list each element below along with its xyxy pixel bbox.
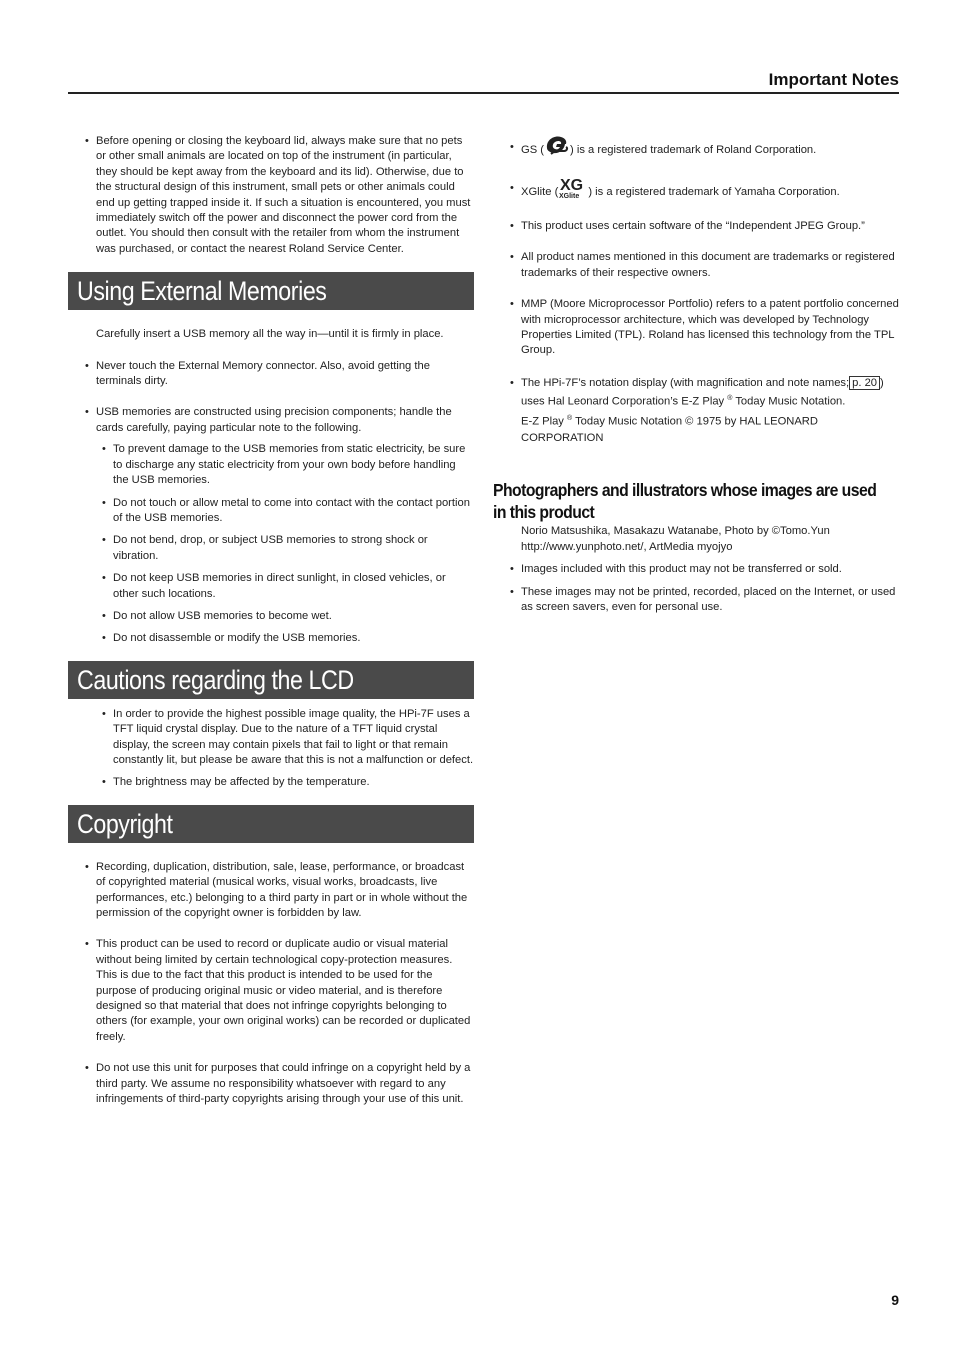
credits-url: http://www.yunphoto.net/, ArtMedia myojyo xyxy=(521,540,733,553)
notation-text: The HPi-7F’s notation display (with magnification and note names; xyxy=(521,376,850,389)
list-item: • To prevent damage to the USB memories from static electricity, be sure to discharge any static electricity from your own body before handling the USB memories. xyxy=(68,442,474,488)
page-reference-link[interactable]: p. 20 xyxy=(849,376,880,390)
svg-text:XG: XG xyxy=(560,177,584,194)
gs-text-post: ) is a registered trademark of Roland Corporation. xyxy=(570,143,817,156)
list-item: • Do not allow USB memories to become wet. xyxy=(68,609,474,624)
list-item: • All product names mentioned in this document are trademarks or registered trademarks of their respective owners. xyxy=(493,250,899,281)
list-item: • Images included with this product may not be transferred or sold. xyxy=(493,562,899,577)
list-item: • MMP (Moore Microprocessor Portfolio) refers to a patent portfolio concerned with microprocessor architecture, which was developed by Technology Properties Limited (TPL). Roland has licensed this technology from the TPL Group. xyxy=(493,297,899,359)
photographers-heading-line1: Photographers and illustrators whose images are used xyxy=(493,480,877,501)
images-list xyxy=(493,562,899,615)
copyright-list xyxy=(68,860,474,1108)
list-item: • Do not use this unit for purposes that could infringe on a copyright held by a third party. We assume no responsibility whatsoever with regard to any infringements of third-party copyrights arising through your use of this unit. xyxy=(68,1061,474,1107)
credits-paragraph xyxy=(493,524,899,555)
list-item: • Before opening or closing the keyboard lid, always make sure that no pets or other small animals are located on top of the instrument (in particular, they should be kept away from the keyboard and its lid). Otherwise, due to the structural design of this instrument, small pets or other animals could end up getting trapped inside it. If such a situation is encountered, you must immediately switch off the power and disconnect the power cord from the outlet. You should then consult with the retailer from whom the instrument was purchased, or contact the nearest Roland Service Center. xyxy=(68,134,474,257)
notation-text-line3: E-Z Play xyxy=(521,415,564,428)
section-heading-copyright xyxy=(68,805,474,843)
notation-text-close: ) xyxy=(880,376,884,389)
section-heading-text: Copyright xyxy=(77,808,173,839)
list-item: • Do not keep USB memories in direct sunlight, in closed vehicles, or other such locations. xyxy=(68,571,474,602)
list-item: • Never touch the External Memory connector. Also, avoid getting the terminals dirty. xyxy=(68,359,474,390)
registered-mark: ® xyxy=(567,414,573,422)
svg-text:XGlite: XGlite xyxy=(559,193,580,199)
xglite-text-post: ) is a registered trademark of Yamaha Corporation. xyxy=(588,185,840,198)
section-heading-external-memories xyxy=(68,272,474,310)
lcd-list xyxy=(68,707,474,791)
credits-line: Norio Matsushika, Masakazu Watanabe, Photo by ©Tomo.Yun xyxy=(521,525,830,538)
list-item: • This product can be used to record or duplicate audio or visual material without being limited by certain technological copy-protection measures. This is due to the fact that this product is intended to be used for the purpose of producing original music or video material, and is therefore designed so that material that does not infringe copyrights belonging to others (for example, your own original works) can be recorded or duplicated freely. xyxy=(68,937,474,1045)
list-item: • The brightness may be affected by the temperature. xyxy=(68,775,474,790)
external-memories-list xyxy=(68,359,474,437)
list-item-gs xyxy=(493,134,899,166)
notation-text-line2-end: Today Music Notation. xyxy=(735,396,846,409)
list-item: • Do not disassemble or modify the USB memories. xyxy=(68,631,474,646)
list-item: • In order to provide the highest possible image quality, the HPi-7F uses a TFT liquid crystal display. Due to the nature of a TFT liquid crystal display, the screen may contain pixels that fail to light or that remain constantly lit, but please be aware that this is not a malfunction or defect. xyxy=(68,707,474,769)
trademark-list xyxy=(493,134,899,446)
header-rule xyxy=(68,92,899,94)
list-item-notation xyxy=(493,375,899,446)
photographers-heading-line2: in this product xyxy=(493,502,595,523)
list-item-xglite xyxy=(493,175,899,209)
notation-text-line2: uses Hal Leonard Corporation’s E-Z Play xyxy=(521,396,725,409)
paragraph: Carefully insert a USB memory all the way in—until it is firmly in place. xyxy=(96,328,444,341)
left-column xyxy=(68,134,474,1107)
notation-text-line3-end: Today Music Notation © 1975 by HAL LEONARD CORPORATION xyxy=(521,415,818,444)
gs-logo-icon xyxy=(544,134,570,166)
list-item: • Recording, duplication, distribution, sale, lease, performance, or broadcast of copyrighted material (musical works, visual works, broadcasts, live performances, etc.) belonging to a third party in part or in whole without the permission of the copyright owner is forbidden by law. xyxy=(68,860,474,922)
list-item: • These images may not be printed, recorded, placed on the Internet, or used as screen savers, even for personal use. xyxy=(493,585,899,616)
header-title: Important Notes xyxy=(768,70,899,89)
list-item: • Do not touch or allow metal to come into contact with the contact portion of the USB memories. xyxy=(68,496,474,527)
list-item: • USB memories are constructed using precision components; handle the cards carefully, paying particular note to the following. xyxy=(68,405,474,436)
section-heading-lcd xyxy=(68,661,474,733)
list-item: • This product uses certain software of the “Independent JPEG Group.” xyxy=(493,219,899,234)
photographers-heading xyxy=(493,479,899,523)
gs-text-pre: GS ( xyxy=(521,143,544,156)
xglite-logo-icon xyxy=(558,175,588,209)
registered-mark: ® xyxy=(727,395,733,403)
list-item: • Do not bend, drop, or subject USB memories to strong shock or vibration. xyxy=(68,533,474,564)
section-heading-text: Cautions regarding the LCD display xyxy=(77,664,354,733)
section-heading-text: Using External Memories xyxy=(77,276,327,307)
usb-precautions-list xyxy=(68,442,474,646)
intro-list xyxy=(68,134,474,257)
xglite-text-pre: XGlite ( xyxy=(521,185,559,198)
page-number: 9 xyxy=(891,1292,899,1308)
right-column xyxy=(493,134,899,615)
